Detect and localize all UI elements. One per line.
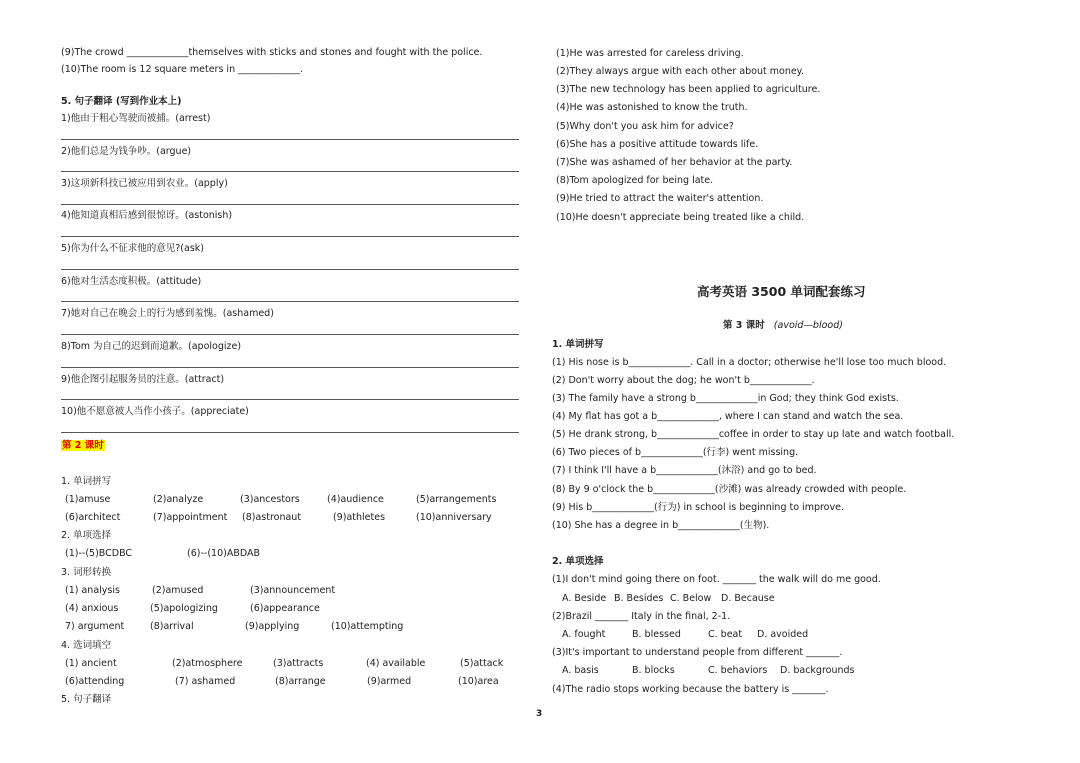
answer-item-9: (9)He tried to attract the waiter's attention. [556, 193, 764, 204]
choice-option: C. beat [708, 629, 743, 640]
spell-item-4: (4) My flat has got a b_____________, where I can stand and watch the sea. [552, 411, 904, 422]
answer-cell: (9)athletes [333, 512, 386, 523]
answer-cell: (1) ancient [65, 658, 117, 669]
fill-item-9: (9)The crowd _____________themselves with sticks and stones and fought with the police. [61, 47, 483, 58]
answer-cell: (3)attracts [273, 658, 324, 669]
answer-item-4: (4)He was astonished to know the truth. [556, 102, 748, 113]
answer-cell: (2)amused [152, 585, 204, 596]
choice-option: A. Beside [562, 593, 607, 604]
choice-option: B. blocks [632, 665, 675, 676]
spell-item-8: (8) By 9 o'clock the b_____________(沙滩) was already crowded with people. [552, 484, 907, 495]
translation-item-5: 5)你为什么不征求他的意见?(ask) [61, 243, 204, 254]
page-title: 高考英语 3500 单词配套练习 [697, 284, 866, 299]
translation-item-10: 10)他不愿意被人当作小孩子。(appreciate) [61, 406, 249, 417]
answer-item-7: (7)She was ashamed of her behavior at the party. [556, 157, 793, 168]
sec1-heading: 1. 单词拼写 [61, 476, 112, 487]
answer-cell: (5)arrangements [416, 494, 497, 505]
answer-line [61, 204, 519, 205]
answer-cell: (10)attempting [331, 621, 404, 632]
answer-cell: (7) ashamed [175, 676, 236, 687]
choice-option: B. blessed [632, 629, 681, 640]
answer-cell: (8)arrival [150, 621, 194, 632]
answer-cell: 7) argument [65, 621, 125, 632]
answer-line [61, 432, 519, 433]
answer-line [61, 171, 519, 172]
translation-item-6: 6)他对生活态度积极。(attitude) [61, 276, 202, 287]
answer-line [61, 301, 519, 302]
choice-option: B. Besides [614, 593, 664, 604]
answer-line [61, 139, 519, 140]
spell-item-7: (7) I think I'll have a b_____________(沐浴) and go to bed. [552, 465, 817, 476]
answer-cell: (7)appointment [153, 512, 228, 523]
fill-item-10: (10)The room is 12 square meters in _____________. [61, 64, 303, 75]
answer-item-1: (1)He was arrested for careless driving. [556, 48, 744, 59]
page-number: 3 [536, 709, 543, 719]
answer-line [61, 269, 519, 270]
answer-cell: (10)anniversary [416, 512, 492, 523]
sec2-heading: 2. 单项选择 [61, 530, 112, 541]
answer-cell: (6)--(10)ABDAB [187, 548, 260, 559]
sec4-heading: 4. 选词填空 [61, 640, 112, 651]
translation-item-3: 3)这项新科技已被应用到农业。(apply) [61, 178, 228, 189]
translation-item-8: 8)Tom 为自己的迟到而道歉。(apologize) [61, 341, 242, 352]
spell-item-5: (5) He drank strong, b_____________coffee in order to stay up late and watch football. [552, 429, 955, 440]
choice-option: C. behaviors [708, 665, 768, 676]
translation-item-1: 1)他由于粗心驾驶而被捕。(arrest) [61, 113, 211, 124]
spell-heading: 1. 单词拼写 [552, 339, 604, 350]
answer-cell: (2)atmosphere [172, 658, 243, 669]
answer-cell: (4) anxious [65, 603, 119, 614]
lesson3-label: 第 3 课时 (avoid—blood) [723, 320, 843, 331]
answer-cell: (3)announcement [250, 585, 336, 596]
spell-item-10: (10) She has a degree in b_____________(生物). [552, 520, 770, 531]
spell-item-2: (2) Don't worry about the dog; he won't b_____________. [552, 375, 815, 386]
translation-item-7: 7)她对自己在晚会上的行为感到羞愧。(ashamed) [61, 308, 274, 319]
answer-cell: (9)armed [367, 676, 412, 687]
answer-cell: (9)applying [245, 621, 300, 632]
answer-item-5: (5)Why don't you ask him for advice? [556, 121, 734, 132]
answer-cell: (1)--(5)BCDBC [65, 548, 133, 559]
choice-option: D. avoided [757, 629, 809, 640]
translation-item-4: 4)他知道真相后感到很惊讶。(astonish) [61, 210, 233, 221]
choice-question-1: (1)I don't mind going there on foot. _______ the walk will do me good. [552, 574, 881, 585]
answer-line [61, 236, 519, 237]
choice-option: A. fought [562, 629, 606, 640]
section5-heading: 5. 句子翻译 (写到作业本上) [61, 96, 182, 107]
answer-item-8: (8)Tom apologized for being late. [556, 175, 714, 186]
answer-cell: (1) analysis [65, 585, 120, 596]
choice-question-2: (2)Brazil _______ Italy in the final, 2-1. [552, 611, 731, 622]
lesson3-range: (avoid—blood) [773, 320, 843, 331]
answer-cell: (10)area [458, 676, 499, 687]
choice-option: D. Because [721, 593, 775, 604]
answer-cell: (6)appearance [250, 603, 320, 614]
translation-item-9: 9)他企图引起服务员的注意。(attract) [61, 374, 225, 385]
answer-cell: (6)architect [65, 512, 121, 523]
choice-option: D. backgrounds [780, 665, 855, 676]
sec3-heading: 3. 词形转换 [61, 567, 112, 578]
lesson2-label: 第 2 课时 [62, 440, 104, 451]
answer-cell: (8)arrange [275, 676, 326, 687]
answer-cell: (3)ancestors [240, 494, 300, 505]
answer-line [61, 367, 519, 368]
answer-cell: (2)analyze [153, 494, 204, 505]
answer-line [61, 399, 519, 400]
answer-cell: (4) available [366, 658, 426, 669]
answer-item-6: (6)She has a positive attitude towards life. [556, 139, 759, 150]
spell-item-9: (9) His b_____________(行为) in school is beginning to improve. [552, 502, 844, 513]
answer-cell: (8)astronaut [242, 512, 302, 523]
answer-cell: (1)amuse [65, 494, 111, 505]
choice-option: A. basis [562, 665, 599, 676]
answer-cell: (4)audience [327, 494, 384, 505]
answer-cell: (6)attending [65, 676, 125, 687]
spell-item-6: (6) Two pieces of b_____________(行李) went missing. [552, 447, 799, 458]
answer-line [61, 334, 519, 335]
answer-item-2: (2)They always argue with each other about money. [556, 66, 804, 77]
spell-item-1: (1) His nose is b_____________. Call in a doctor; otherwise he'll lose too much blood. [552, 357, 947, 368]
translation-item-2: 2)他们总是为钱争吵。(argue) [61, 146, 192, 157]
answer-cell: (5)apologizing [150, 603, 218, 614]
spell-item-3: (3) The family have a strong b_____________in God; they think God exists. [552, 393, 899, 404]
choice-question-3: (3)It's important to understand people from different _______. [552, 647, 843, 658]
answer-item-10: (10)He doesn't appreciate being treated like a child. [556, 212, 805, 223]
sec5-heading: 5. 句子翻译 [61, 694, 112, 705]
choice-question-4: (4)The radio stops working because the battery is _______. [552, 684, 829, 695]
choice-option: C. Below [670, 593, 712, 604]
answer-cell: (5)attack [460, 658, 504, 669]
answer-item-3: (3)The new technology has been applied to agriculture. [556, 84, 821, 95]
choice-heading: 2. 单项选择 [552, 556, 604, 567]
